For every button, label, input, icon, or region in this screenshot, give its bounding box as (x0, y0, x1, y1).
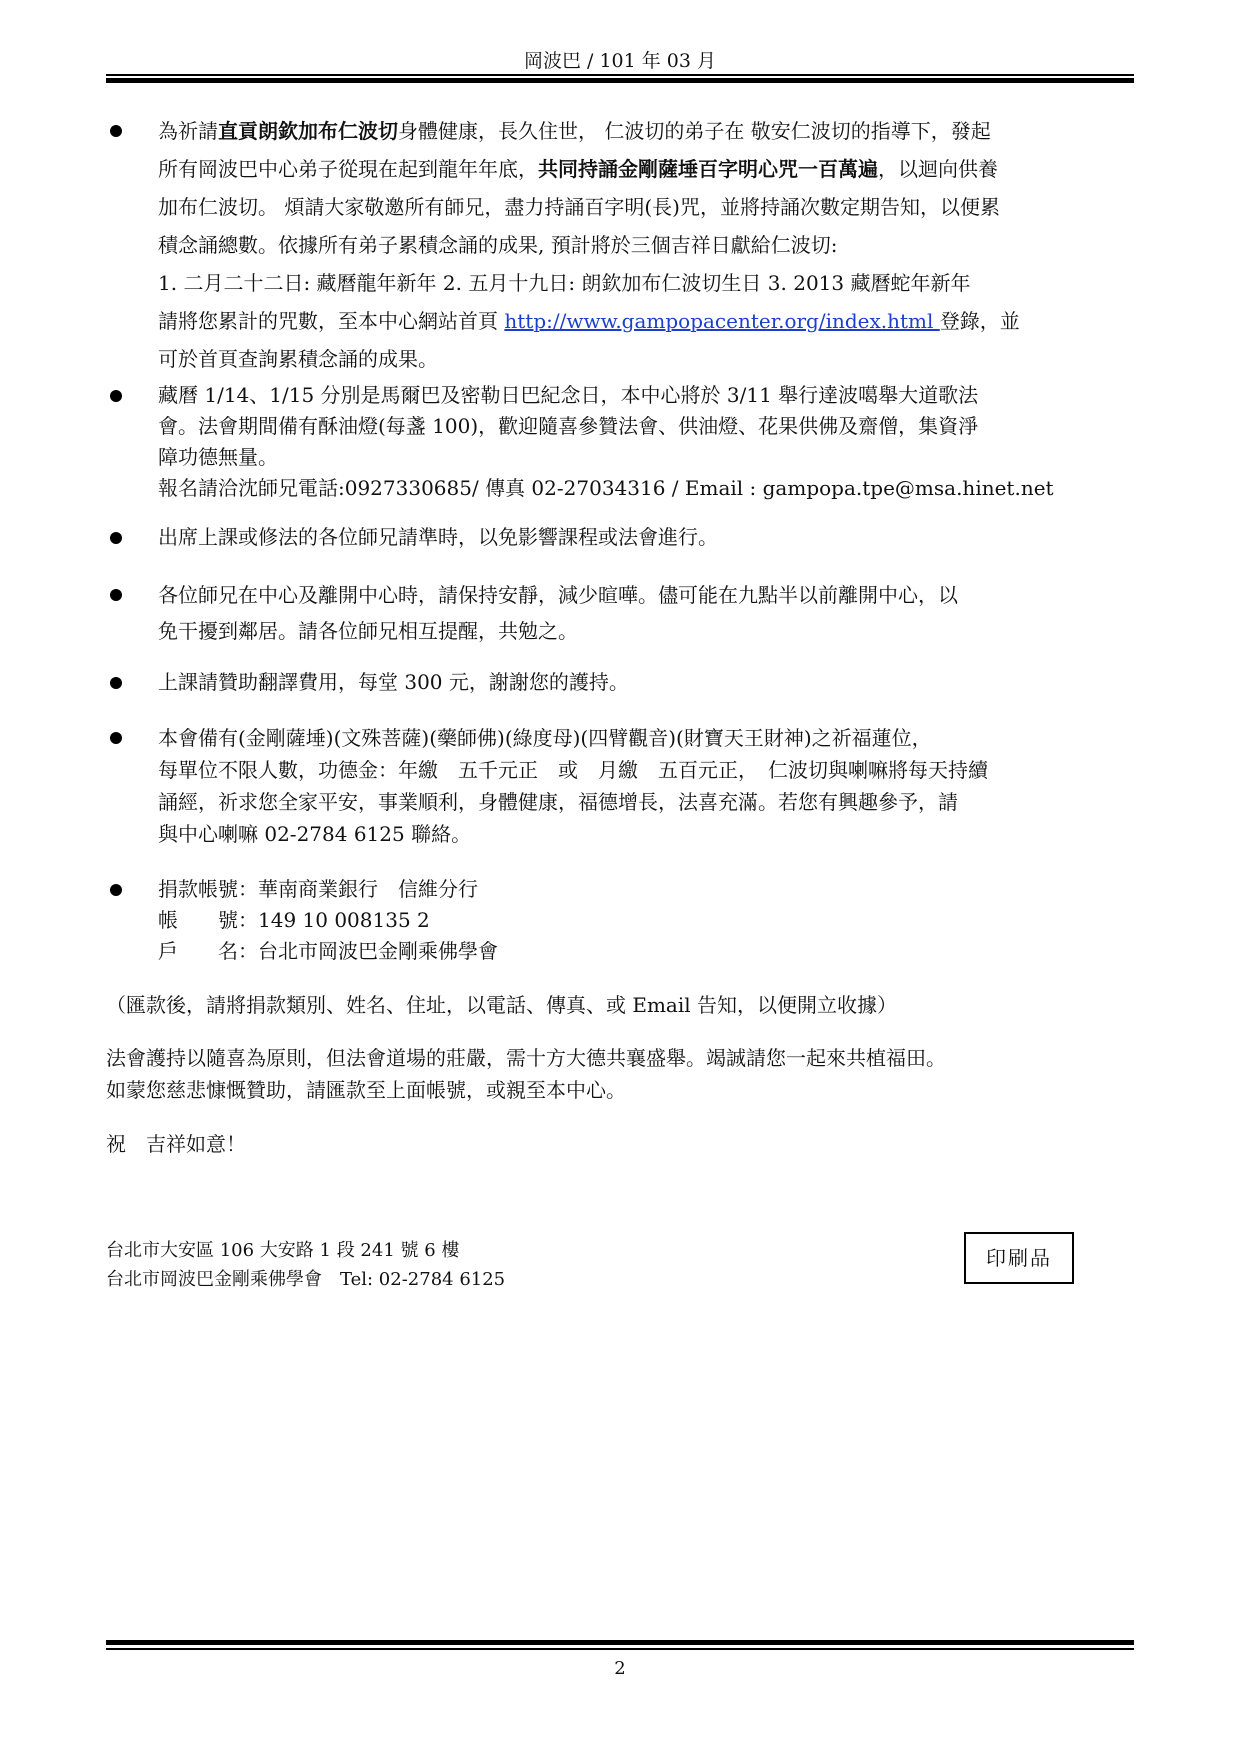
content (106, 112, 1166, 1160)
text-line (158, 226, 1166, 264)
text-line (158, 442, 1166, 473)
appeal-paragraph (106, 1042, 1166, 1106)
text-span: 每單位不限人數，功德金：年繳 五千元正 或 月繳 五百元正， 仁波切與喇嘛將每天持續 (158, 758, 988, 782)
text-span: 障功德無量。 (158, 445, 278, 469)
text-line (158, 522, 1166, 553)
bullet-icon (110, 532, 122, 544)
text-line (158, 818, 1166, 850)
remittance-note: （匯款後，請將捐款類別、姓名、住址，以電話、傳真、或 Email 告知，以便開立收據） (106, 993, 897, 1017)
text-span: 與中心喇嘛 02-2784 6125 聯絡。 (158, 822, 472, 846)
closing-greeting: 祝 吉祥如意！ (106, 1132, 246, 1156)
text-span: 上課請贊助翻譯費用，每堂 300 元，謝謝您的護持。 (158, 670, 629, 694)
footer-rule-thick (106, 1640, 1134, 1645)
item-lines (158, 722, 1166, 850)
bullet-item-translation-fee (106, 667, 1166, 698)
header-rule-thin (106, 74, 1134, 76)
text-line (158, 905, 1166, 936)
text-line (158, 754, 1166, 786)
text-span: 本會備有(金剛薩埵)(文殊菩薩)(藥師佛)(綠度母)(四臂觀音)(財寶天王財神)之祈福蓮位， (158, 726, 932, 750)
text-span: 出席上課或修法的各位師兄請準時，以免影響課程或法會進行。 (158, 525, 718, 549)
footer-rule-thin (106, 1648, 1134, 1650)
text-span: 會。法會期間備有酥油燈(每盞 100)，歡迎隨喜參贊法會、供油燈、花果供佛及齋僧，集資淨 (158, 414, 979, 438)
bullet-icon (110, 884, 122, 896)
page-header: 岡波巴 / 101 年 03 月 (523, 50, 717, 72)
text-span: 積念誦總數。依據所有弟子累積念誦的成果, 預計將於三個吉祥日獻給仁波切: (158, 233, 838, 257)
text-span: 為祈請 (158, 119, 218, 143)
text-span: 捐款帳號：華南商業銀行 信維分行 (158, 877, 478, 901)
bullet-icon (110, 125, 122, 137)
appeal-line: 如蒙您慈悲慷慨贊助，請匯款至上面帳號，或親至本中心。 (106, 1078, 626, 1102)
text-span: ，以迴向供養 (878, 157, 998, 181)
text-span: 登錄，並 (939, 309, 1020, 333)
item-lines (158, 577, 1166, 649)
bullet-icon (110, 677, 122, 689)
bullet-item-punctuality (106, 522, 1166, 553)
text-span: 身體健康，長久住世， 仁波切的弟子在 敬安仁波切的指導下，發起 (398, 119, 991, 143)
item-lines (158, 380, 1166, 504)
text-line (158, 667, 1166, 698)
text-line (158, 302, 1166, 340)
text-line (158, 150, 1166, 188)
text-span: 1. 二月二十二日: 藏曆龍年新年 2. 五月十九日: 朗欽加布仁波切生日 3. 2013 藏曆蛇年新年 (158, 271, 971, 295)
text-line (158, 473, 1166, 504)
bullet-icon (110, 732, 122, 744)
text-line (158, 874, 1166, 905)
text-line (158, 722, 1166, 754)
text-line (158, 577, 1166, 613)
printed-matter-box: 印刷品 (964, 1232, 1074, 1284)
text-line (158, 786, 1166, 818)
header-rule-thick (106, 78, 1134, 83)
text-span: 戶 名：台北市岡波巴金剛乘佛學會 (158, 939, 498, 963)
org-tel-line: 台北市岡波巴金剛乘佛學會 Tel: 02-2784 6125 (106, 1269, 506, 1290)
website-link[interactable]: http://www.gampopacenter.org/index.html (504, 309, 940, 333)
item-lines (158, 522, 1166, 553)
text-span: 所有岡波巴中心弟子從現在起到龍年年底， (158, 157, 538, 181)
text-line (158, 613, 1166, 649)
text-span: 報名請洽沈師兄電話:0927330685/ 傳真 02-27034316 / Email : gampopa.tpe@msa.hinet.net (158, 476, 1054, 500)
bullet-item-quiet (106, 577, 1166, 649)
text-line (158, 340, 1166, 378)
text-span: 誦經，祈求您全家平安，事業順利，身體健康，福德增長，法喜充滿。若您有興趣參予，請 (158, 790, 958, 814)
appeal-line: 法會護持以隨喜為原則，但法會道場的莊嚴，需十方大德共襄盛舉。竭誠請您一起來共植福田。 (106, 1046, 946, 1070)
text-span: 各位師兄在中心及離開中心時，請保持安靜，減少暄嘩。儘可能在九點半以前離開中心，以 (158, 583, 958, 607)
bullet-icon (110, 390, 122, 402)
text-span: 請將您累計的咒數，至本中心網站首頁 (158, 309, 505, 333)
item-lines (158, 667, 1166, 698)
address-line: 台北市大安區 106 大安路 1 段 241 號 6 樓 (106, 1240, 460, 1261)
text-span: 加布仁波切。 煩請大家敬邀所有師兄，盡力持誦百字明(長)咒，並將持誦次數定期告知，以便累 (158, 195, 1000, 219)
text-span: 藏曆 1/14、1/15 分別是馬爾巴及密勒日巴紀念日，本中心將於 3/11 舉行達波噶舉大道歌法 (158, 383, 979, 407)
item-lines (158, 112, 1166, 378)
bold-text: 共同持誦金剛薩埵百字明心咒一百萬遍 (538, 157, 878, 181)
bullet-item-mantra-campaign (106, 112, 1166, 378)
bullet-item-puja (106, 380, 1166, 504)
text-span: 免干擾到鄰居。請各位師兄相互提醒，共勉之。 (158, 619, 578, 643)
bullet-icon (110, 589, 122, 601)
text-line (158, 112, 1166, 150)
text-span: 可於首頁查詢累積念誦的成果。 (158, 347, 438, 371)
footer-address (106, 1236, 505, 1294)
text-line (158, 380, 1166, 411)
page-number: 2 (614, 1658, 626, 1679)
item-lines (158, 874, 1166, 967)
bullet-item-lotus-seats (106, 722, 1166, 850)
text-line (158, 188, 1166, 226)
text-line (158, 411, 1166, 442)
bullet-item-bank-account (106, 874, 1166, 967)
text-line (158, 936, 1166, 967)
text-span: 帳 號：149 10 008135 2 (158, 908, 430, 932)
bold-text: 直貢朗欽加布仁波切 (218, 119, 398, 143)
text-line (158, 264, 1166, 302)
